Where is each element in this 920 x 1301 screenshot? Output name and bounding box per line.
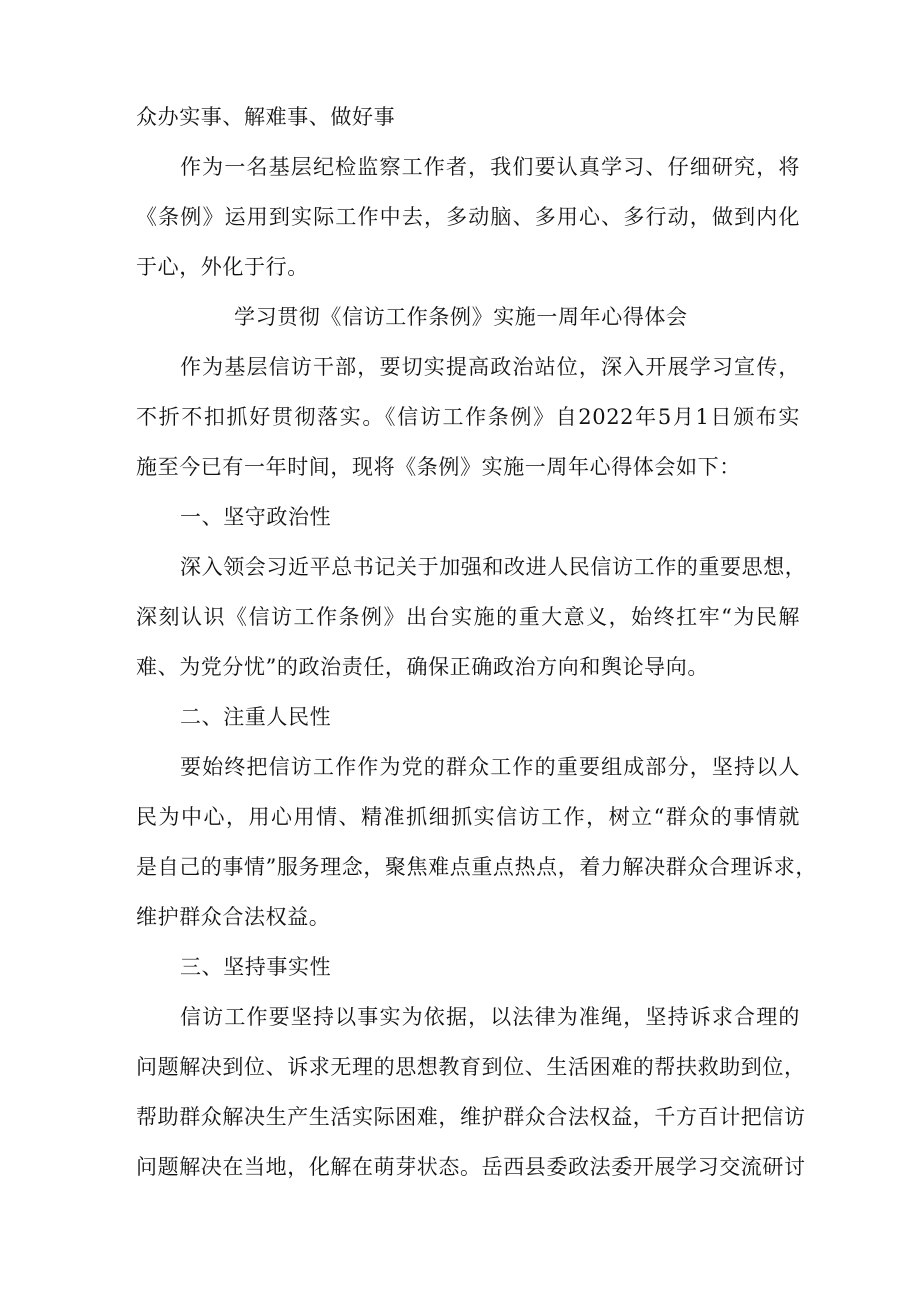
document-page xyxy=(136,92,817,1192)
paragraph-line: 民为中心，用心用情、精准抓细抓实信访工作，树立“群众的事情就 xyxy=(136,805,800,829)
paragraph-line: 作为基层信访干部，要切实提高政治站位，深入开展学习宣传， xyxy=(180,355,800,379)
paragraph-line: 维护群众合法权益。 xyxy=(136,905,331,929)
paragraph-line: 深刻认识《信访工作条例》出台实施的重大意义，始终扛牢“为民解 xyxy=(136,605,800,629)
paragraph-line: 信访工作要坚持以事实为依据，以法律为准绳，坚持诉求合理的 xyxy=(180,1005,800,1029)
paragraph-line: 难、为党分忧”的政治责任，确保正确政治方向和舆论导向。 xyxy=(136,655,709,679)
heading-facts: 三、坚持事实性 xyxy=(180,955,332,979)
text-line: 众办实事、解难事、做好事 xyxy=(136,105,396,129)
paragraph-line: 施至今已有一年时间，现将《条例》实施一周年心得体会如下： xyxy=(136,455,741,479)
paragraph-line: 帮助群众解决生产生活实际困难，维护群众合法权益，千方百计把信访 xyxy=(136,1105,806,1129)
paragraph-line: 不折不扣抓好贯彻落实。《信访工作条例》自2022年5月1日颁布实 xyxy=(136,405,800,429)
paragraph-line: 于心，外化于行。 xyxy=(136,255,309,279)
paragraph-line: 作为一名基层纪检监察工作者，我们要认真学习、仔细研究，将 xyxy=(180,155,800,179)
paragraph-line: 问题解决到位、诉求无理的思想教育到位、生活困难的帮扶救助到位， xyxy=(136,1055,806,1079)
paragraph-line: 是自己的事情”服务理念，聚焦难点重点热点，着力解决群众合理诉求， xyxy=(136,855,817,879)
heading-politics: 一、坚守政治性 xyxy=(180,505,332,529)
paragraph-line: 《条例》运用到实际工作中去，多动脑、多用心、多行动，做到内化 xyxy=(136,205,800,229)
heading-people: 二、注重人民性 xyxy=(180,705,332,729)
paragraph-line: 问题解决在当地，化解在萌芽状态。岳西县委政法委开展学习交流研讨 xyxy=(136,1155,806,1179)
paragraph-line: 深入领会习近平总书记关于加强和改进人民信访工作的重要思想， xyxy=(180,555,807,579)
paragraph-line: 要始终把信访工作作为党的群众工作的重要组成部分，坚持以人 xyxy=(180,755,800,779)
section-title: 学习贯彻《信访工作条例》实施一周年心得体会 xyxy=(234,305,688,329)
